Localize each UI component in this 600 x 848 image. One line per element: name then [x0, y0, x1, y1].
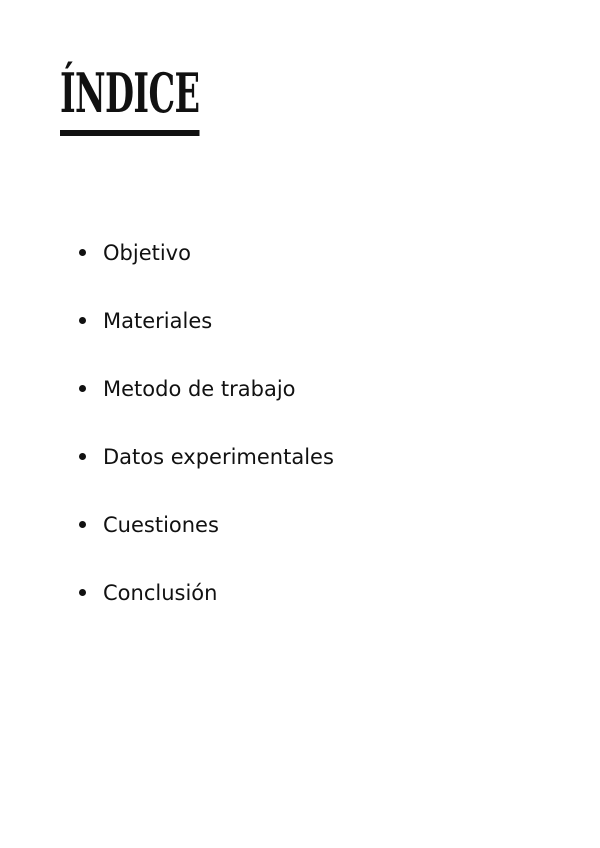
toc-item-label: Objetivo [103, 241, 191, 265]
page-title: ÍNDICE [60, 58, 199, 136]
bullet-icon [79, 521, 86, 528]
toc-item-label: Datos experimentales [103, 445, 334, 469]
bullet-icon [79, 589, 86, 596]
bullet-icon [79, 249, 86, 256]
bullet-icon [79, 453, 86, 460]
toc-item-label: Metodo de trabajo [103, 377, 296, 401]
bullet-icon [79, 385, 86, 392]
bullet-icon [79, 317, 86, 324]
toc-item-label: Materiales [103, 309, 213, 333]
toc-item-label: Cuestiones [103, 513, 219, 537]
toc-item-label: Conclusión [103, 581, 218, 605]
